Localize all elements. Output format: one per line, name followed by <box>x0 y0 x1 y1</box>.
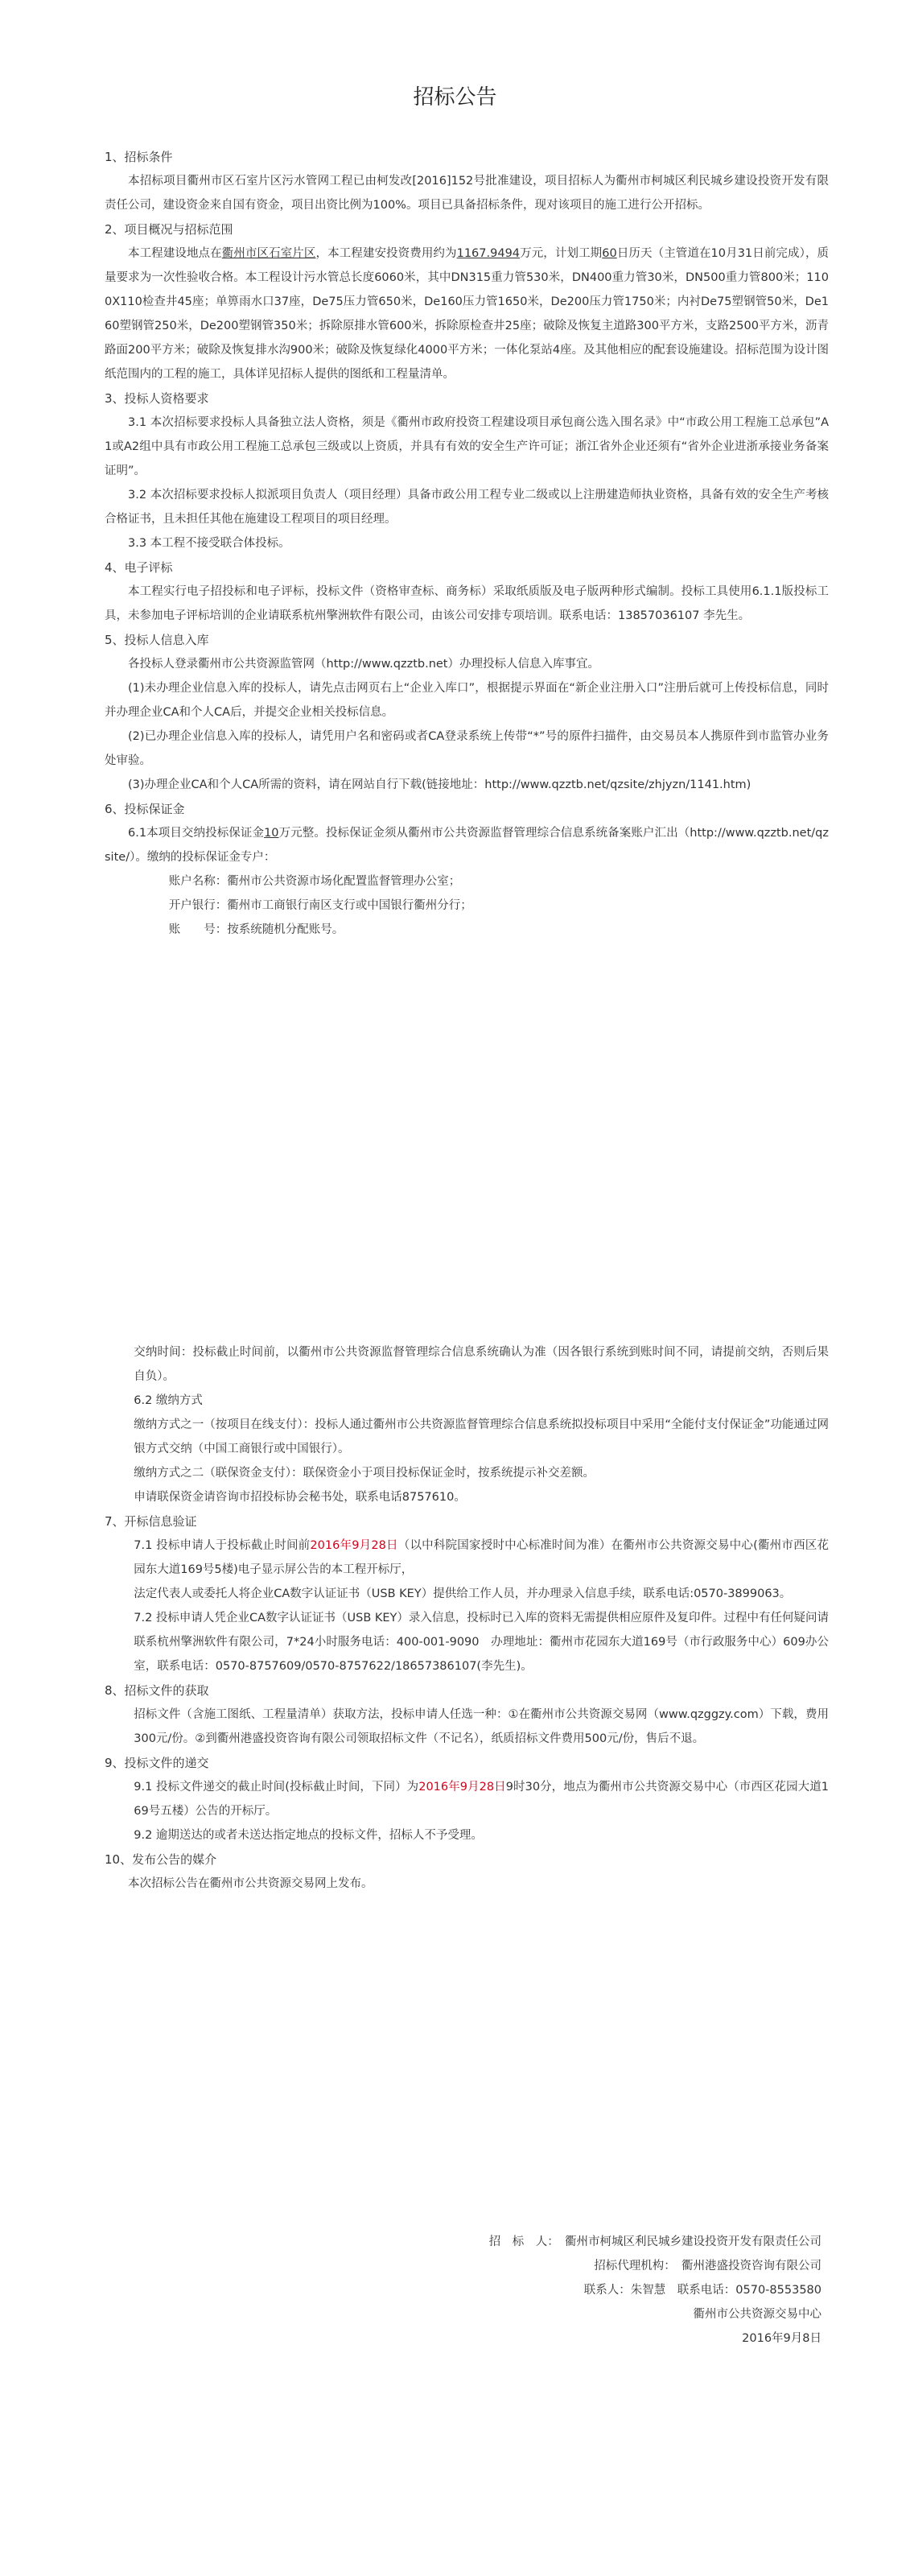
main-content-upper <box>105 145 829 942</box>
publish-date: 2016年9月8日 <box>742 2332 821 2345</box>
project-location: 衢州市区石室片区 <box>221 247 316 260</box>
account-number: 账 号：按系统随机分配账号。 <box>168 923 344 936</box>
deposit-deadline: 交纳时间：投标截止时间前，以衢州市公共资源监督管理综合信息系统确认为准（因各银行系统到账时间不同，请提前交纳，否则后果自负）。 <box>134 1346 829 1383</box>
section-2-heading: 2、项目概况与招标范围 <box>105 222 233 237</box>
section-3-2: 3.2 本次招标要求投标人拟派项目负责人（项目经理）具备市政公用工程专业二级或以上注册建造师执业资格，具备有效的安全生产考核合格证书，且未担任其他在施建设工程项目的项目经理。 <box>105 489 829 526</box>
section-3-heading: 3、投标人资格要求 <box>105 391 209 406</box>
tenderer: 招 标 人： 衢州市柯城区利民城乡建设投资开发有限责任公司 <box>488 2235 821 2248</box>
section-4-heading: 4、电子评标 <box>105 560 173 575</box>
payment-method-heading: 6.2 缴纳方式 <box>134 1394 203 1407</box>
section-8-heading: 8、招标文件的获取 <box>105 1683 209 1698</box>
signature-block <box>242 2230 821 2351</box>
main-content-lower <box>105 1340 829 1896</box>
section-6-1: 6.1本项目交纳投标保证金10万元整。投标保证金须从衢州市公共资源监督管理综合信息系统备案账户汇出（http://www.qzztb.net/qzsite/）。缴纳的投标保证金专户： <box>105 827 829 864</box>
section-7-1: 7.1 投标申请人于投标截止时间前2016年9月28日（以中科院国家授时中心标准时间为准）在衢州市公共资源交易中心(衢州市西区花园东大道169号5楼)电子显示屏公告的本工程开标厅， <box>134 1539 830 1576</box>
section-1-body: 本招标项目衢州市区石室片区污水管网工程已由柯发改[2016]152号批准建设，项目招标人为衢州市柯城区利民城乡建设投资开发有限责任公司，建设资金来自国有资金，项目出资比例为100%。项目已具备招标条件，现对该项目的施工进行公开招标。 <box>105 175 829 212</box>
payment-method-2: 缴纳方式之二（联保资金支付）：联保资金小于项目投标保证金时，按系统提示补交差额。 <box>134 1467 595 1480</box>
section-5-heading: 5、投标人信息入库 <box>105 633 209 647</box>
section-9-2: 9.2 逾期送达的或者未送达指定地点的投标文件，招标人不予受理。 <box>134 1829 483 1842</box>
section-9-1: 9.1 投标文件递交的截止时间(投标截止时间，下同）为2016年9月28日9时30分，地点为衢州市公共资源交易中心（市西区花园大道169号五楼）公告的开标厅。 <box>134 1781 829 1818</box>
section-4-body: 本工程实行电子招投标和电子评标，投标文件（资格审查标、商务标）采取纸质版及电子版两种形式编制。投标工具使用6.1.1版投标工具，未参加电子评标培训的企业请联系杭州擎洲软件有限公司，由该公司安排专项培训。联系电话：13857036107 李先生。 <box>105 585 829 622</box>
account-bank: 开户银行：衢州市工商银行南区支行或中国银行衢州分行； <box>168 899 472 912</box>
section-9-heading: 9、投标文件的递交 <box>105 1756 209 1770</box>
contact: 联系人：朱智慧 联系电话：0570-8553580 <box>583 2284 821 2297</box>
agency: 招标代理机构： 衢州港盛投资咨询有限公司 <box>594 2260 821 2273</box>
section-10-heading: 10、发布公告的媒介 <box>105 1852 217 1867</box>
duration-days: 60 <box>602 247 617 260</box>
deposit-amount: 10 <box>264 827 279 840</box>
account-name: 账户名称：衢州市公共资源市场化配置监督管理办公室； <box>168 875 461 888</box>
section-3-1: 3.1 本次招标要求投标人具备独立法人资格，须是《衢州市政府投资工程建设项目承包商公选入围名录》中“市政公用工程施工总承包”A1或A2组中具有市政公用工程施工总承包三级或以上资质，并具有有效的安全生产许可证；浙江省外企业还须有“省外企业进浙承接业务备案证明”。 <box>105 416 829 477</box>
section-5-item-3: (3)办理企业CA和个人CA所需的资料，请在网站自行下载(链接地址：http://www.qzztb.net/qzsite/zhjyzn/1141.htm) <box>128 778 751 791</box>
section-7-2: 7.2 投标申请人凭企业CA数字认证证书（USB KEY）录入信息，投标时已入库的资料无需提供相应原件及复印件。过程中有任何疑问请联系杭州擎洲软件有限公司，7*24小时服务电话：400-001-9090 办理地址：衢州市花园东大道169号（市行政服务中心）609办公室，联系电话：0570-8757609/0570-8757622/18657386107(李先生)。 <box>134 1612 829 1673</box>
section-7-heading: 7、开标信息验证 <box>105 1514 197 1529</box>
payment-method-3: 申请联保资金请咨询市招投标协会秘书处，联系电话8757610。 <box>134 1491 466 1504</box>
section-6-heading: 6、投标保证金 <box>105 802 185 816</box>
submission-deadline-date: 2016年9月28日 <box>418 1781 506 1794</box>
section-10-body: 本次招标公告在衢州市公共资源交易网上发布。 <box>128 1877 373 1890</box>
publisher: 衢州市公共资源交易中心 <box>693 2308 821 2321</box>
section-3-3: 3.3 本工程不接受联合体投标。 <box>128 537 290 550</box>
bid-open-date: 2016年9月28日 <box>310 1539 398 1552</box>
section-2-body: 本工程建设地点在衢州市区石室片区，本工程建安投资费用约为1167.9494万元，计划工期60日历天（主管道在10月31日前完成），质量要求为一次性验收合格。本工程设计污水管总长度6060米，其中DN315重力管530米，DN400重力管30米，DN500重力管800米；1100X110检查井45座；单箅雨水口37座，De75压力管650米，De160压力管1650米，De200压力管1750米；内衬De75塑钢管50米，De160塑钢管250米，De200塑钢管350米；拆除原排水管600米，拆除原检查井25座；破除及恢复主道路300平方米，支路2500平方米，沥青路面200平方米；破除及恢复排水沟900米；破除及恢复绿化4000平方米；一体化泵站4座。及其他相应的配套设施建设。招标范围为设计图纸范围内的工程的施工，具体详见招标人提供的图纸和工程量清单。 <box>105 247 830 381</box>
section-8-body: 招标文件（含施工图纸、工程量清单）获取方法，投标申请人任选一种：①在衢州市公共资源交易网（www.qzggzy.com）下载，费用300元/份。②到衢州港盛投资咨询有限公司领取招标文件（不记名），纸质招标文件费用500元/份，售后不退。 <box>134 1708 829 1745</box>
page-title: 招标公告 <box>413 85 497 109</box>
section-5-item-2: (2)已办理企业信息入库的投标人，请凭用户名和密码或者CA登录系统上传带“*”号的原件扫描件，由交易员本人携原件到市监管办业务处审验。 <box>105 730 829 767</box>
payment-method-1: 缴纳方式之一（按项目在线支付）：投标人通过衢州市公共资源监督管理综合信息系统拟投标项目中采用“全能付支付保证金”功能通过网银方式交纳（中国工商银行或中国银行）。 <box>134 1418 829 1455</box>
investment-amount: 1167.9494 <box>456 247 521 260</box>
section-5-intro: 各投标人登录衢州市公共资源监管网（http://www.qzztb.net）办理投标人信息入库事宜。 <box>128 658 599 671</box>
section-5-item-1: (1)未办理企业信息入库的投标人，请先点击网页右上“企业入库口”，根据提示界面在“新企业注册入口”注册后就可上传投标信息，同时并办理企业CA和个人CA后，并提交企业相关投标信息。 <box>105 682 829 719</box>
section-7-1b: 法定代表人或委托人将企业CA数字认证证书（USB KEY）提供给工作人员，并办理录入信息手续，联系电话:0570-3899063。 <box>134 1587 792 1600</box>
section-1-heading: 1、招标条件 <box>105 150 173 164</box>
